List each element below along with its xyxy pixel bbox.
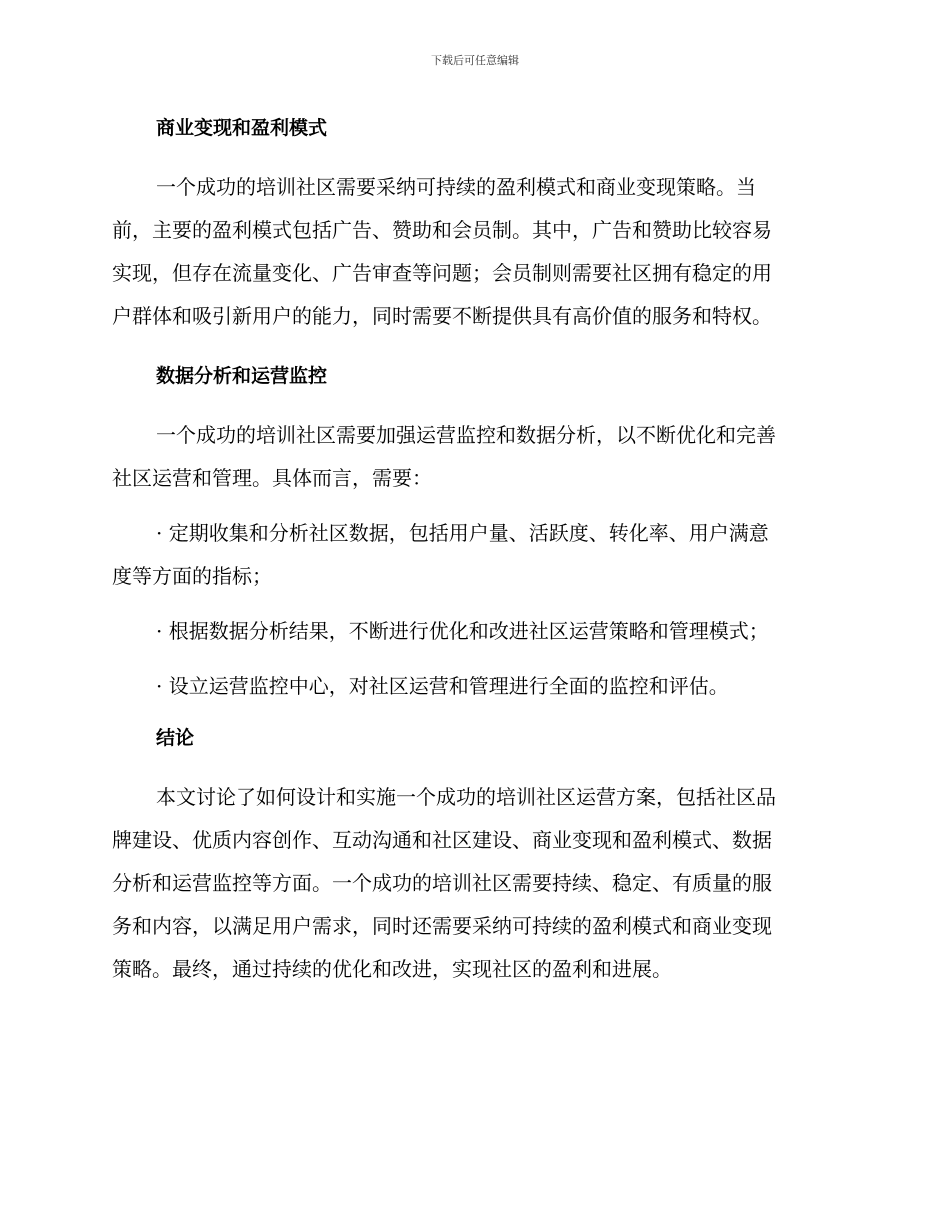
- section-heading: 商业变现和盈利模式: [156, 117, 328, 139]
- paragraph-line: 户群体和吸引新用户的能力，同时需要不断提供具有高价值的服务和特权。: [112, 304, 772, 328]
- paragraph-line: 度等方面的指标；: [112, 564, 272, 588]
- bullet-item: [112, 610, 832, 653]
- bullet-item: [112, 512, 832, 598]
- paragraph-line: · 根据数据分析结果，不断进行优化和改进社区运营策略和管理模式；: [156, 619, 769, 643]
- section-heading: 结论: [156, 727, 195, 749]
- paragraph-line: 策略。最终，通过持续的优化和改进，实现社区的盈利和进展。: [112, 957, 672, 981]
- section-heading: 数据分析和运营监控: [156, 365, 328, 387]
- paragraph: [112, 776, 832, 991]
- section-conclusion: [112, 722, 832, 991]
- paragraph-line: 实现，但存在流量变化、广告审查等问题；会员制则需要社区拥有稳定的用: [112, 261, 772, 285]
- paragraph-line: 一个成功的培训社区需要采纳可持续的盈利模式和商业变现策略。当: [156, 175, 756, 199]
- section-data-analysis: [112, 360, 832, 708]
- section-business-monetization: [112, 112, 832, 338]
- paragraph-line: 牌建设、优质内容创作、互动沟通和社区建设、商业变现和盈利模式、数据: [112, 828, 772, 852]
- paragraph: [112, 414, 832, 500]
- paragraph-line: 分析和运营监控等方面。一个成功的培训社区需要持续、稳定、有质量的服: [112, 871, 772, 895]
- paragraph-line: 务和内容，以满足用户需求，同时还需要采纳可持续的盈利模式和商业变现: [112, 914, 772, 938]
- paragraph-line: · 定期收集和分析社区数据，包括用户量、活跃度、转化率、用户满意: [156, 521, 769, 545]
- paragraph-line: 社区运营和管理。具体而言，需要：: [112, 466, 432, 490]
- document-body: [112, 112, 832, 991]
- paragraph-line: 前，主要的盈利模式包括广告、赞助和会员制。其中，广告和赞助比较容易: [112, 218, 772, 242]
- paragraph-line: · 设立运营监控中心，对社区运营和管理进行全面的监控和评估。: [156, 674, 729, 698]
- page-header: 下载后可任意编辑: [431, 54, 519, 67]
- bullet-item: [112, 665, 832, 708]
- paragraph-line: 本文讨论了如何设计和实施一个成功的培训社区运营方案，包括社区品: [156, 785, 776, 809]
- paragraph-line: 一个成功的培训社区需要加强运营监控和数据分析，以不断优化和完善: [156, 423, 776, 447]
- paragraph: [112, 166, 832, 338]
